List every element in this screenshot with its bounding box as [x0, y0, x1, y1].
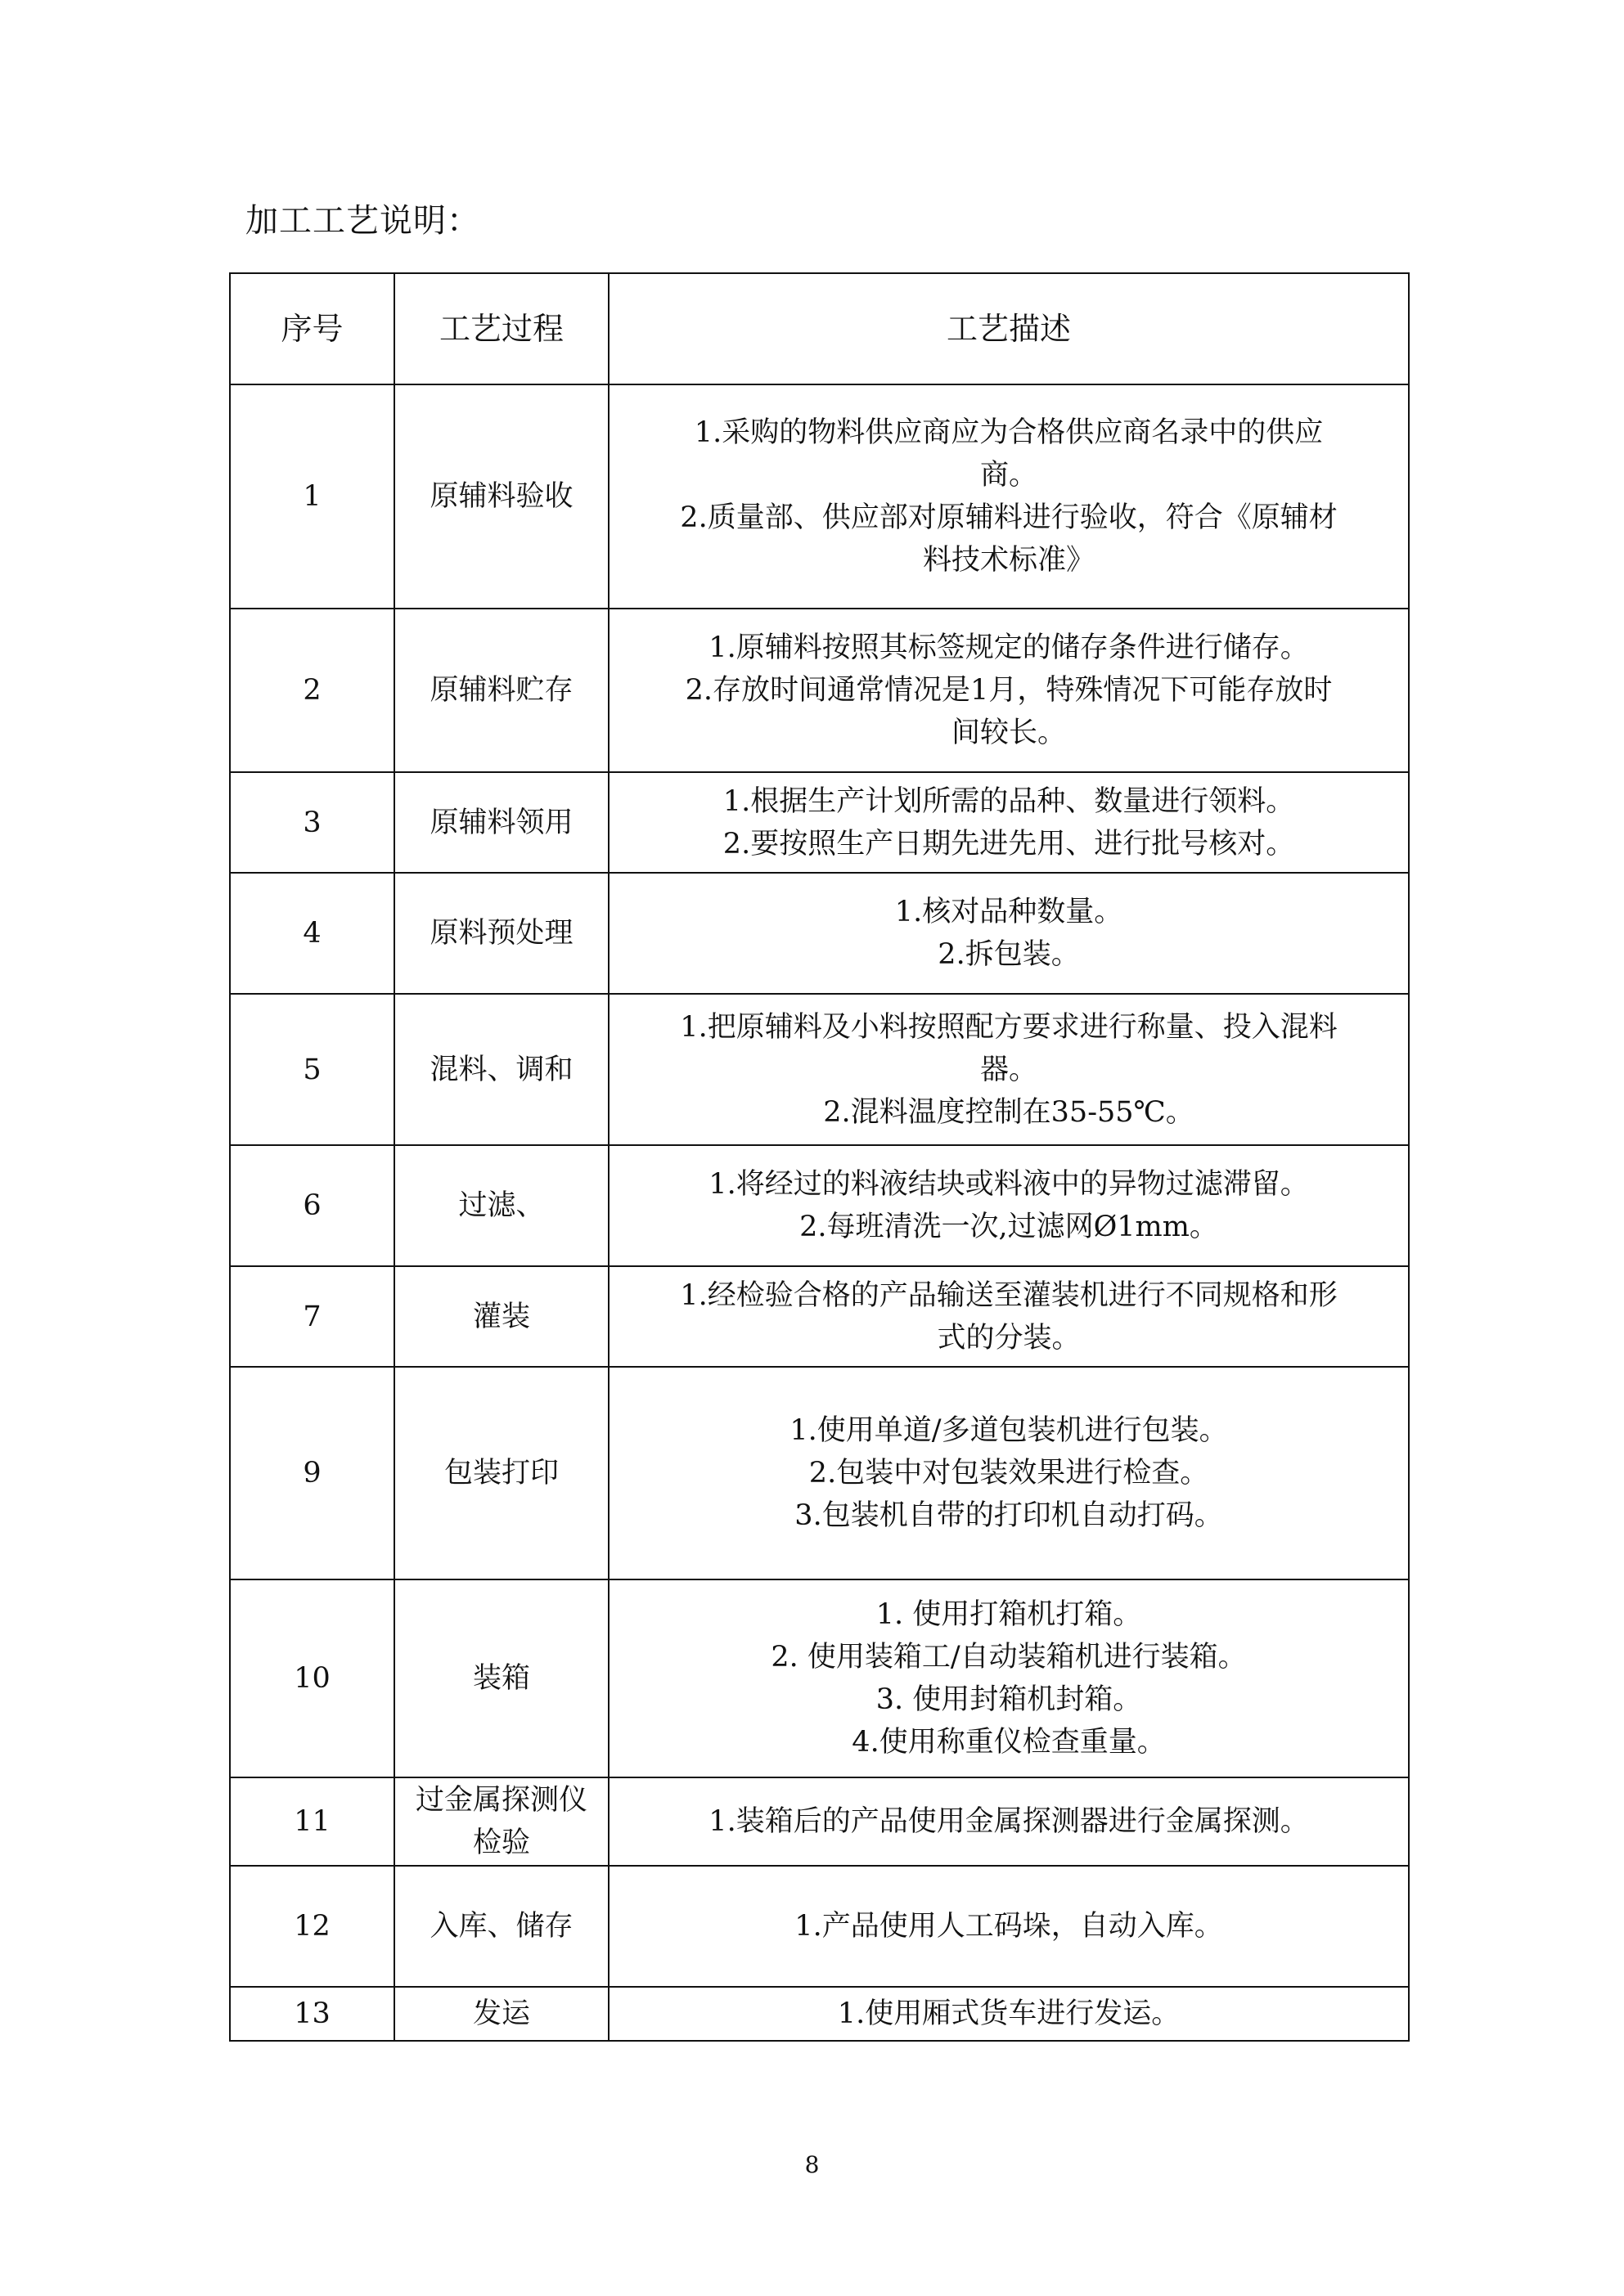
description-line: 2.包装中对包装效果进行检查。 [808, 1457, 1209, 1489]
process-table [229, 272, 1410, 2042]
cell-process: 过滤、 [394, 1145, 609, 1266]
table-row [230, 1367, 1409, 1579]
cell-process: 原辅料领用 [394, 772, 609, 873]
header-process: 工艺过程 [394, 273, 609, 384]
cell-no: 12 [230, 1866, 394, 1987]
table-row [230, 772, 1409, 873]
table-row [230, 1145, 1409, 1266]
description-line: 1.根据生产计划所需的品种、数量进行领料。 [722, 784, 1295, 818]
cell-process: 装箱 [394, 1579, 609, 1777]
cell-no: 5 [230, 994, 394, 1145]
cell-no: 9 [230, 1367, 394, 1579]
table-row [230, 1777, 1409, 1866]
description-line: 4.使用称重仪检查重量。 [852, 1726, 1166, 1759]
cell-description [609, 1579, 1409, 1777]
description-line: 间较长。 [951, 717, 1066, 749]
description-line: 1.原辅料按照其标签规定的储存条件进行储存。 [709, 631, 1309, 664]
cell-process: 原料预处理 [394, 873, 609, 994]
description-line: 1.核对品种数量。 [894, 896, 1123, 928]
table-row [230, 1266, 1409, 1367]
table-row [230, 609, 1409, 772]
cell-description [609, 384, 1409, 609]
section-heading: 加工工艺说明： [245, 202, 480, 240]
description-line: 2.每班清洗一次,过滤网Ø1mm。 [799, 1211, 1218, 1243]
cell-no: 1 [230, 384, 394, 609]
description-line: 1.使用单道/多道包装机进行包装。 [790, 1414, 1228, 1447]
cell-no: 11 [230, 1777, 394, 1866]
cell-description [609, 994, 1409, 1145]
cell-description [609, 609, 1409, 772]
description-line: 式的分装。 [937, 1321, 1081, 1355]
table-row [230, 1866, 1409, 1987]
table-row [230, 994, 1409, 1145]
header-no: 序号 [230, 273, 394, 384]
description-line: 2. 使用装箱工/自动装箱机进行装箱。 [771, 1641, 1247, 1674]
description-line: 商。 [979, 459, 1037, 492]
cell-description [609, 1777, 1409, 1866]
cell-no: 4 [230, 873, 394, 994]
cell-process: 包装打印 [394, 1367, 609, 1579]
header-description: 工艺描述 [609, 273, 1409, 384]
table-row [230, 1579, 1409, 1777]
cell-process: 混料、调和 [394, 994, 609, 1145]
table-row [230, 873, 1409, 994]
cell-no: 2 [230, 609, 394, 772]
cell-no: 3 [230, 772, 394, 873]
cell-no: 10 [230, 1579, 394, 1777]
cell-description [609, 1266, 1409, 1367]
cell-description [609, 873, 1409, 994]
cell-process: 原辅料验收 [394, 384, 609, 609]
cell-no: 7 [230, 1266, 394, 1367]
description-line: 1.经检验合格的产品输送至灌装机进行不同规格和形 [680, 1278, 1338, 1312]
description-line: 2.质量部、供应部对原辅料进行验收，符合《原辅材 [680, 501, 1338, 534]
description-line: 1.装箱后的产品使用金属探测器进行金属探测。 [709, 1805, 1309, 1838]
cell-process: 发运 [394, 1987, 609, 2041]
description-line: 料技术标准》 [922, 544, 1095, 577]
description-line: 1.将经过的料液结块或料液中的异物过滤滞留。 [709, 1168, 1309, 1201]
description-line: 1.使用厢式货车进行发运。 [837, 1997, 1181, 2030]
description-line: 2.要按照生产日期先进先用、进行批号核对。 [722, 827, 1295, 860]
cell-process: 过金属探测仪检验 [394, 1777, 609, 1866]
description-line: 1.产品使用人工码垛，自动入库。 [794, 1910, 1223, 1943]
cell-no: 6 [230, 1145, 394, 1266]
description-line: 2.拆包装。 [938, 938, 1080, 971]
cell-process: 灌装 [394, 1266, 609, 1367]
description-line: 器。 [979, 1053, 1037, 1086]
description-line: 1.采购的物料供应商应为合格供应商名录中的供应 [694, 416, 1324, 449]
cell-description [609, 772, 1409, 873]
description-line: 1. 使用打箱机打箱。 [875, 1598, 1142, 1631]
table-row [230, 384, 1409, 609]
cell-no: 13 [230, 1987, 394, 2041]
description-line: 2.存放时间通常情况是1月，特殊情况下可能存放时 [685, 674, 1333, 707]
cell-process: 入库、储存 [394, 1866, 609, 1987]
description-line: 2.混料温度控制在35-55℃。 [823, 1095, 1194, 1129]
description-line: 3. 使用封箱机封箱。 [875, 1683, 1142, 1716]
table-header-row [230, 273, 1409, 384]
cell-description [609, 1987, 1409, 2041]
description-line: 1.把原辅料及小料按照配方要求进行称量、投入混料 [680, 1010, 1338, 1044]
cell-description [609, 1866, 1409, 1987]
cell-description [609, 1145, 1409, 1266]
page-number: 8 [804, 2151, 820, 2178]
cell-process: 原辅料贮存 [394, 609, 609, 772]
description-line: 3.包装机自带的打印机自动打码。 [794, 1499, 1223, 1532]
table-row [230, 1987, 1409, 2041]
cell-description [609, 1367, 1409, 1579]
